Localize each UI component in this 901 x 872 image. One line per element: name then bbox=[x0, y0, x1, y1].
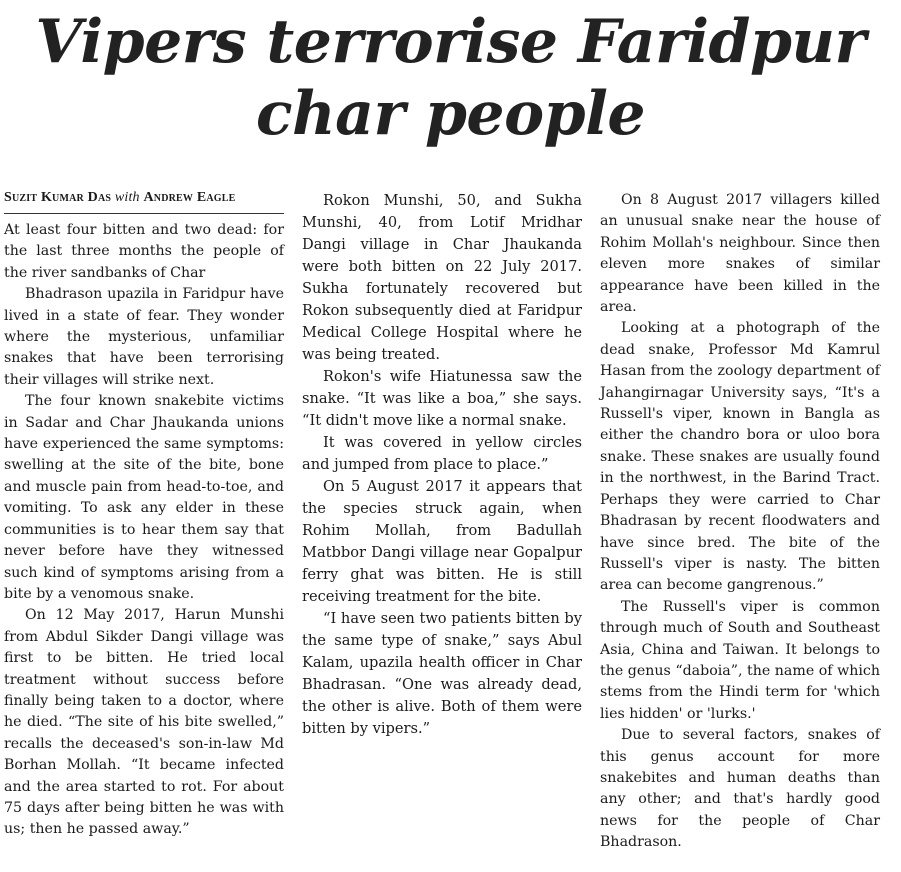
article-paragraph: At least four bitten and two dead: for the last three months the people of the river sandbanks of Char bbox=[4, 222, 284, 281]
article-paragraph: The four known snakebite victims in Sadar and Char Jhaukanda unions have experienced the same symptoms: swelling at the site of the bite, bone and muscle pain from head-to-toe, and vomiting. To ask any elder in these communities is to hear them say that never before have they witnessed such kind of symptoms arising from a bite by a venomous snake. bbox=[4, 393, 284, 602]
headline-line-2: char people bbox=[255, 79, 646, 149]
headline bbox=[0, 6, 901, 150]
article-paragraph: On 8 August 2017 villagers killed an unusual snake near the house of Rohim Mollah's neighbour. Since then eleven more snakes of similar appearance have been killed in the area. bbox=[600, 192, 880, 316]
article-paragraph: The Russell's viper is common through much of South and Southeast Asia, China and Taiwan. It belongs to the genus “daboia”, the name of which stems from the Hindi term for 'which lies hidden' or 'lurks.' bbox=[600, 598, 880, 722]
article-paragraph: Rokon Munshi, 50, and Sukha Munshi, 40, from Lotif Mridhar Dangi village in Char Jhaukanda were both bitten on 22 July 2017. Sukha fortunately recovered but Rokon subsequently died at Faridpur Medical College Hospital where he was being treated. bbox=[302, 192, 582, 363]
article-paragraph: Looking at a photograph of the dead snake, Professor Md Kamrul Hasan from the zoology department of Jahangirnagar University says, “It's a Russell's viper, known in Bangla as either the chandro bora or uloo bora snake. These snakes are usually found in the northwest, in the Barind Tract. Perhaps they were carried to Char Bhadrasan by recent floodwaters and have since bred. The bite of the Russell's viper is nasty. The bitten area can become gangrenous.” bbox=[600, 320, 880, 594]
article-column bbox=[4, 190, 284, 841]
article-paragraph: Bhadrason upazila in Faridpur have lived in a state of fear. They wonder where the mysterious, unfamiliar snakes that have been terrorising their villages will strike next. bbox=[4, 286, 284, 388]
article-column bbox=[600, 190, 880, 854]
byline-author: Andrew Eagle bbox=[143, 190, 236, 205]
article-paragraph: Due to several factors, snakes of this genus account for more snakebites and human deaths than any other; and that's hardly good news for the people of Char Bhadrason. bbox=[600, 727, 880, 851]
article-column bbox=[302, 190, 582, 740]
article-paragraph: It was covered in yellow circles and jumped from place to place.” bbox=[302, 434, 582, 473]
article-paragraph: On 12 May 2017, Harun Munshi from Abdul Sikder Dangi village was first to be bitten. He tried local treatment without success before finally being taken to a doctor, where he died. “The site of his bite swelled,” recalls the deceased's son-in-law Md Borhan Mollah. “It became infected and the area started to rot. For about 75 days after being bitten he was with us; then he passed away.” bbox=[4, 607, 284, 838]
article-paragraph: On 5 August 2017 it appears that the species struck again, when Rohim Mollah, from Badullah Matbbor Dangi village near Gopalpur ferry ghat was bitten. He is still receiving treatment for the bite. bbox=[302, 478, 582, 605]
byline-connector: with bbox=[114, 190, 140, 205]
byline-author: Suzit Kumar Das bbox=[4, 190, 112, 205]
article-paragraph: “I have seen two patients bitten by the same type of snake,” says Abul Kalam, upazila health officer in Char Bhadrasan. “One was already dead, the other is alive. Both of them were bitten by vipers.” bbox=[302, 610, 582, 737]
byline bbox=[4, 190, 284, 214]
article-paragraph: Rokon's wife Hiatunessa saw the snake. “It was like a boa,” she says. “It didn't move like a normal snake. bbox=[302, 368, 582, 429]
headline-line-1: Vipers terrorise Faridpur bbox=[35, 7, 866, 77]
